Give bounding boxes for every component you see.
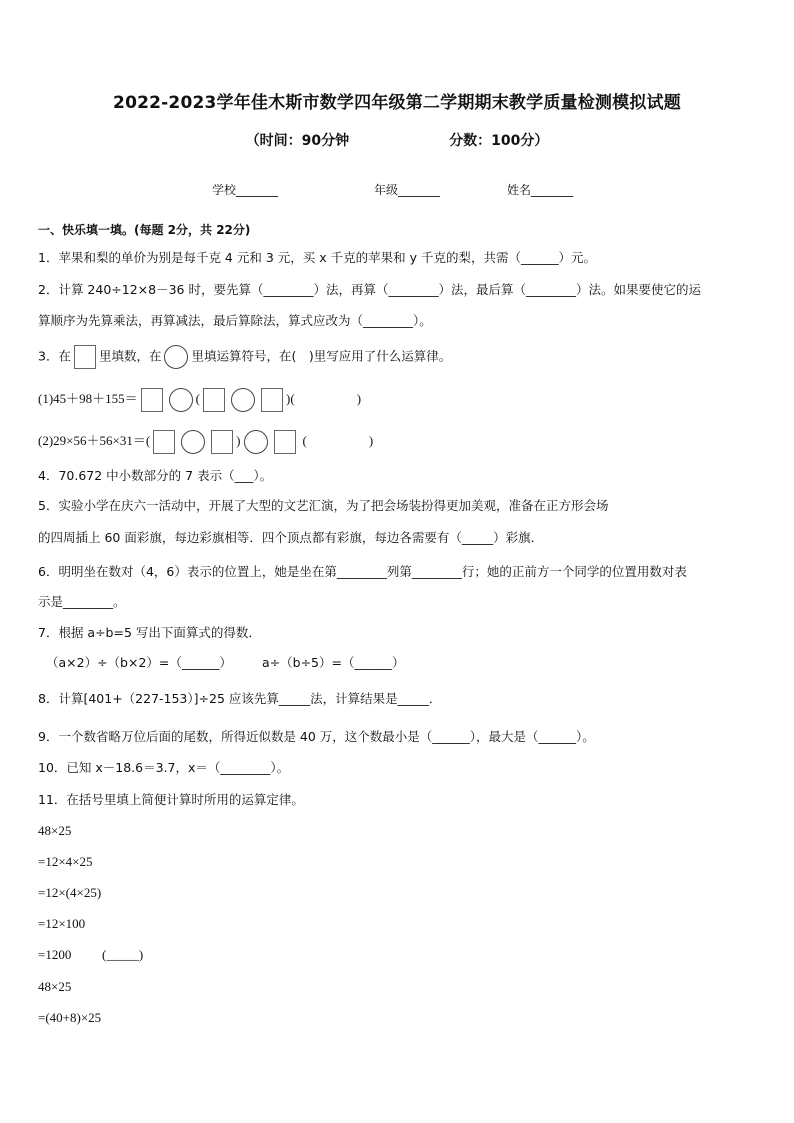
question-3-part-2: [38, 430, 373, 454]
answer-box: [153, 430, 175, 454]
question-6-line-2: 示是________。: [38, 594, 126, 609]
operator-circle: [169, 388, 193, 412]
calc-step: =12×4×25: [38, 854, 93, 869]
calc-step: 48×25: [38, 823, 72, 838]
question-2-line-1: 2．计算 240÷12×8－36 时，要先算（________）法，再算（________）法，最后算（________）法。如果要使它的运: [38, 282, 701, 297]
question-5-line-1: 5．实验小学在庆六一活动中，开展了大型的文艺汇演，为了把会场装扮得更加美观，准备在正方形会场: [38, 498, 609, 513]
paren-open-2: (: [302, 432, 307, 448]
question-7-part-1: （a×2）÷（b×2）=（______）: [46, 655, 232, 670]
operator-circle: [181, 430, 205, 454]
answer-box: [274, 430, 296, 454]
operator-circle: [164, 345, 188, 369]
question-11: 11．在括号里填上简便计算时所用的运算定律。: [38, 792, 304, 807]
grade-field: 年级_______: [374, 183, 441, 197]
question-9: 9．一个数省略万位后面的尾数，所得近似数是 40 万，这个数最小是（______），最大是（______）。: [38, 729, 595, 744]
score-label: 分数：100分）: [449, 133, 549, 149]
calc-step: =(40+8)×25: [38, 1010, 102, 1025]
question-3: [38, 345, 451, 369]
answer-box: [203, 388, 225, 412]
question-7: 7．根据 a÷b=5 写出下面算式的得数．: [38, 625, 261, 640]
question-7-part-2: a÷（b÷5）=（______）: [262, 655, 405, 670]
paren-open: (: [195, 390, 201, 406]
time-label: （时间：90分钟: [245, 133, 350, 149]
calc-step: =12×100: [38, 916, 86, 931]
question-6-line-1: 6．明明坐在数对（4，6）表示的位置上，她是坐在第________列第________行；她的正前方一个同学的位置用数对表: [38, 564, 687, 579]
exam-subtitle: [0, 130, 794, 150]
question-4: 4．70.672 中小数部分的 7 表示（___）。: [38, 468, 273, 483]
operator-circle: [244, 430, 268, 454]
law-blank: (_____): [102, 947, 144, 962]
answer-box: [141, 388, 163, 412]
exam-title: 2022-2023学年佳木斯市数学四年级第二学期期末教学质量检测模拟试题: [113, 93, 681, 113]
question-1: 1．苹果和梨的单价为别是每千克 4 元和 3 元，买 x 千克的苹果和 y 千克的梨，共需（______）元。: [38, 250, 596, 265]
question-10: 10．已知 x－18.6＝3.7，x＝（________）。: [38, 760, 290, 775]
section-heading: 一、快乐填一填。(每题 2分，共 22分): [38, 223, 251, 237]
school-field: 学校_______: [212, 183, 279, 197]
answer-box: [261, 388, 283, 412]
question-3-part-1: [38, 388, 361, 412]
q3-1-expr: (1)45＋98＋155＝: [38, 390, 138, 406]
question-5-line-2: 的四周插上 60 面彩旗，每边彩旗相等．四个顶点都有彩旗，每边各需要有（_____）彩旗．: [38, 530, 544, 545]
paren-close: ): [236, 432, 241, 448]
calc-step: 48×25: [38, 979, 72, 994]
paren-close-2: ): [368, 432, 374, 448]
paren-close: )(: [286, 390, 295, 406]
q3-text-3: 里填运算符号，在( )里写应用了什么运算律。: [191, 348, 452, 364]
q3-text-2: 里填数，在: [98, 348, 162, 364]
operator-circle: [231, 388, 255, 412]
answer-box: [74, 345, 96, 369]
question-8: 8．计算[401+（227-153）]÷25 应该先算_____法，计算结果是_____．: [38, 691, 442, 706]
calc-step: =12×(4×25): [38, 885, 102, 900]
name-field: 姓名_______: [507, 183, 574, 197]
q3-2-expr: (2)29×56＋56×31＝(: [38, 432, 151, 448]
calc-step: =1200: [38, 947, 72, 962]
paren-close-2: ): [356, 390, 362, 406]
answer-box: [211, 430, 233, 454]
q3-text-1: 3．在: [38, 348, 71, 364]
question-2-line-2: 算顺序为先算乘法，再算减法，最后算除法，算式应改为（________）。: [38, 313, 432, 328]
